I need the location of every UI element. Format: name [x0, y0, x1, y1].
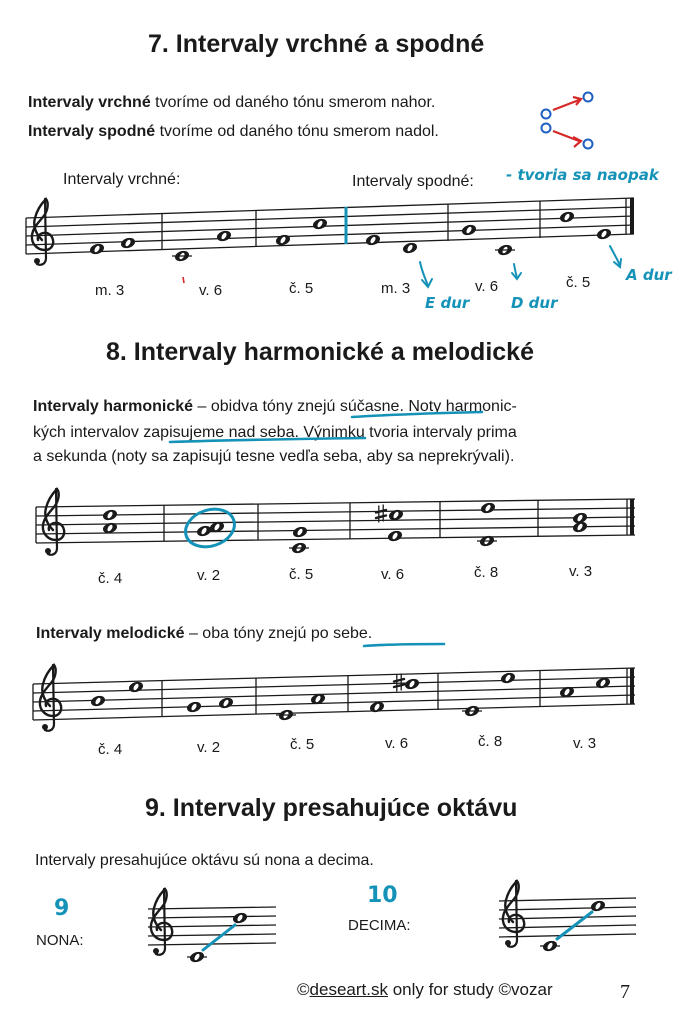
staff-harmonic-intervals: [36, 489, 635, 555]
interval-label: č. 5: [566, 274, 591, 291]
lower-text: tvoríme od daného tónu smerom nadol.: [155, 123, 439, 140]
staff-melodic-intervals: [33, 665, 635, 731]
section9-text: Intervaly presahujúce oktávu sú nona a decima.: [35, 852, 374, 869]
interval-label: č. 4: [98, 570, 123, 587]
harmonic-line-2: kých intervalov zapisujeme nad seba. Výnimku tvoria intervaly prima: [33, 424, 517, 441]
underlined-above-each-other: zapisujeme nad seba: [143, 424, 295, 441]
interval-label: č. 5: [289, 566, 314, 583]
interval-label: v. 2: [197, 739, 221, 756]
staff-nona: [148, 889, 276, 964]
interval-label: č. 5: [290, 736, 315, 753]
interval-label: v. 3: [573, 735, 597, 752]
section9-title: 9. Intervaly presahujúce oktávu: [145, 794, 518, 822]
annotation-a-dur: A dur: [626, 266, 672, 284]
nona-number: 9: [54, 896, 70, 921]
page-number: 7: [620, 981, 630, 1003]
sharp-icon: [376, 505, 386, 522]
lower-intervals-label: Intervaly spodné:: [352, 173, 474, 190]
interval-label: č. 4: [98, 741, 123, 758]
melodic-term: Intervaly melodické: [36, 625, 185, 642]
underlined-simultaneous: znejú súčasne: [297, 398, 400, 415]
upper-text: tvoríme od daného tónu smerom nahor.: [150, 94, 436, 111]
interval-label: v. 6: [381, 566, 405, 583]
staff-upper-lower-intervals: [26, 198, 634, 287]
decima-label: DECIMA:: [348, 917, 411, 934]
interval-label: č. 5: [289, 280, 314, 297]
interval-label: v. 6: [475, 278, 499, 295]
underlined-after-each-other: po sebe.: [310, 625, 373, 642]
section7-title: 7. Intervaly vrchné a spodné: [148, 30, 485, 58]
harmonic-term: Intervaly harmonické: [33, 398, 194, 415]
interval-label: v. 6: [199, 282, 223, 299]
lower-term: Intervaly spodné: [28, 123, 156, 140]
footer-site-link[interactable]: deseart.sk: [309, 980, 388, 999]
interval-label: v. 6: [385, 735, 409, 752]
upper-term: Intervaly vrchné: [28, 94, 151, 111]
handwritten-note-reverse: - tvoria sa naopak: [506, 166, 659, 184]
nona-label: NONA:: [36, 932, 84, 949]
treble-clef-icon: [32, 199, 53, 265]
interval-label: v. 2: [197, 567, 221, 584]
interval-label: m. 3: [95, 282, 125, 299]
treble-clef-icon: [43, 489, 64, 555]
upper-intervals-label: Intervaly vrchné:: [63, 171, 181, 188]
melodic-definition: Intervaly melodické – oba tóny znejú po sebe.: [36, 625, 373, 642]
interval-label: v. 3: [569, 563, 593, 580]
interval-label: č. 8: [478, 733, 503, 750]
section8-title: 8. Intervaly harmonické a melodické: [106, 338, 534, 366]
harmonic-line-3: a sekunda (noty sa zapisujú tesne vedľa seba, aby sa neprekrývali).: [33, 448, 515, 465]
interval-label: m. 3: [381, 280, 411, 297]
treble-clef-icon: [40, 665, 61, 731]
sharp-icon: [394, 674, 404, 691]
harmonic-line-1: Intervaly harmonické – obidva tóny znejú súčasne. Noty harmonic-: [33, 398, 517, 415]
upward-diagram-icon: [542, 93, 593, 119]
decima-number: 10: [367, 883, 398, 908]
interval-label: č. 8: [474, 564, 499, 581]
annotation-e-dur: E dur: [425, 294, 470, 312]
footer-copyright: ©deseart.sk only for study ©vozar: [297, 980, 553, 999]
downward-diagram-icon: [542, 124, 593, 149]
annotation-d-dur: D dur: [511, 294, 558, 312]
staff-decima: [499, 881, 636, 953]
